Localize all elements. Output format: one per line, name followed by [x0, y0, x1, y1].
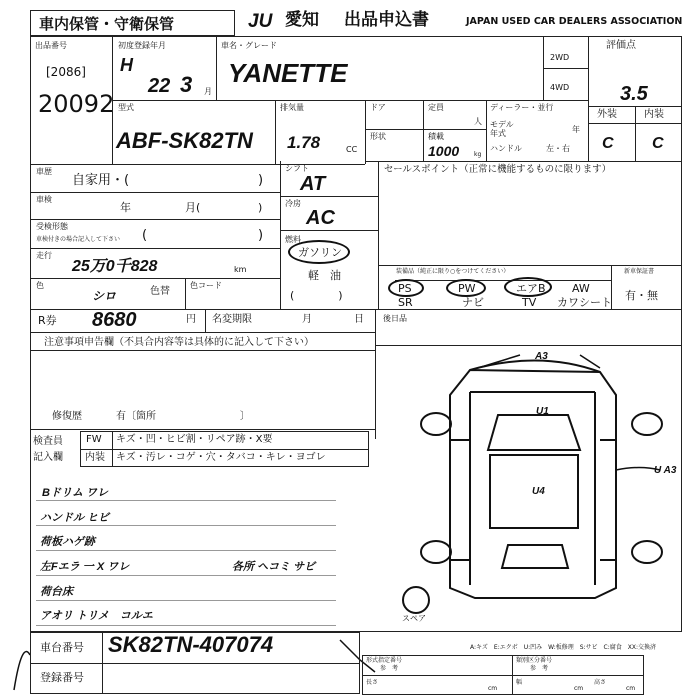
repair-value: 有〔箇所	[116, 411, 156, 422]
inspection-month: 月(	[185, 201, 201, 214]
load-capacity: 1000	[428, 143, 460, 159]
color-change-label: 色替	[150, 286, 170, 297]
fuel-label: 燃料	[285, 235, 301, 244]
equip-sr: SR	[398, 296, 413, 309]
note-line-5: 荷台床	[40, 586, 73, 598]
year-unit: 年	[572, 125, 580, 134]
inspector-entry-label: 記入欄	[33, 452, 63, 463]
damage-legend: A:キズ E:エクボ U:凹み W:板修理 S:サビ C:腐食 XX:交換済	[470, 644, 657, 651]
history-label: 車歴	[36, 167, 52, 176]
length-label: 長さ	[366, 679, 379, 686]
car-name: YANETTE	[228, 58, 348, 88]
reg-year: 22	[148, 75, 171, 97]
mark-u4: U4	[532, 486, 545, 497]
name-change-label: 名変期限	[212, 314, 252, 325]
cc-unit: CC	[346, 145, 358, 154]
car-name-label: 車名・グレード	[221, 41, 277, 50]
ju-logo: JU	[248, 11, 273, 32]
form-spec-ref: 参 考	[380, 665, 399, 672]
note-line-3: 荷板ハゲ跡	[40, 536, 95, 548]
note-line-6: アオリ トリメ コルエ	[40, 610, 153, 622]
warranty-label: 新車保証書	[624, 268, 655, 275]
post-date-label: 後日品	[383, 314, 407, 323]
equip-navi: ナビ	[462, 296, 484, 309]
dealer-label: ディーラー・並行	[490, 103, 554, 112]
lot-label: 出品番号	[35, 41, 67, 50]
kg-unit: kg	[474, 151, 482, 158]
width-label: 幅	[516, 679, 523, 686]
color-code-label: 色コード	[190, 281, 222, 290]
door-label: ドア	[370, 103, 386, 112]
inspection-label: 車検	[36, 195, 52, 204]
height-label: 高さ	[594, 679, 607, 686]
equip-aw: AW	[572, 282, 590, 295]
model-year-label: モデル 年式	[490, 120, 514, 139]
class-ref: 参 考	[530, 665, 549, 672]
acceptance-note: 車検付きの場合記入して下さい	[36, 236, 121, 243]
aircon-label: 冷房	[285, 199, 301, 208]
org-name: 愛知	[285, 10, 319, 30]
sales-point-label: セールスポイント（正常に機能するものに限ります）	[384, 164, 612, 175]
repair-label: 修復歴	[52, 411, 82, 422]
yen-unit: 円	[186, 314, 196, 325]
lot-number: 20092	[38, 90, 115, 118]
spare-label: スペア	[402, 614, 426, 623]
height-cm: cm	[626, 685, 636, 692]
reg-era: H	[120, 55, 133, 75]
note-line-2: ハンドル ヒビ	[40, 512, 110, 524]
four-wd: 4WD	[550, 83, 570, 92]
association-name: JAPAN USED CAR DEALERS ASSOCIATION	[466, 16, 683, 27]
model-label: 型式	[118, 103, 134, 112]
color-label: 色	[36, 281, 44, 290]
equip-tv: TV	[522, 296, 537, 309]
length-cm: cm	[488, 685, 498, 692]
inspection-close: )	[258, 201, 263, 214]
inspector-label: 検査員	[33, 436, 63, 447]
capacity-label: 定員	[428, 103, 444, 112]
equip-pw: PW	[458, 282, 476, 295]
note-line-4: 左Fエラ 一 X ワレ	[40, 561, 130, 573]
side-note: 各所 ヘコミ サビ	[232, 561, 316, 573]
form-spec-label: 形式指定番号	[366, 657, 403, 664]
mark-u1: U1	[536, 406, 549, 417]
first-reg-label: 初度登録年月	[118, 41, 166, 50]
exterior-label: 外装	[597, 109, 617, 120]
two-wd: 2WD	[550, 53, 570, 62]
capacity-unit: 人	[474, 117, 482, 126]
fuel-other: ( )	[290, 289, 343, 302]
equip-ps: PS	[398, 282, 412, 295]
mark-ua3: U A3	[654, 465, 677, 476]
mileage-value: 25万0千828	[72, 258, 158, 275]
interior-grade: C	[652, 135, 664, 152]
shift-value: AT	[300, 173, 326, 195]
mileage-label: 走行	[36, 251, 52, 260]
inspector-interior-label: 内装	[85, 452, 105, 463]
displacement: 1.78	[287, 133, 321, 152]
handle-label: ハンドル	[490, 144, 522, 153]
repair-close: 〕	[240, 411, 250, 422]
registration-number-label: 登録番号	[40, 671, 84, 684]
displacement-label: 排気量	[280, 103, 304, 112]
load-label: 積載	[428, 132, 444, 141]
equip-car-seat: カワシート	[557, 296, 612, 309]
name-change-day: 日	[354, 314, 364, 325]
notes-label: 注意事項申告欄（不具合内容等は具体的に記入して下さい）	[44, 337, 314, 348]
rating-label: 評価点	[606, 40, 636, 51]
chassis-number: SK82TN-407074	[108, 632, 274, 657]
shape-label: 形状	[370, 132, 386, 141]
interior-label: 内装	[644, 109, 664, 120]
name-change-month: 月	[302, 314, 312, 325]
model-code: ABF-SK82TN	[116, 128, 253, 153]
color-value: シロ	[92, 289, 117, 303]
chassis-label: 車台番号	[40, 641, 84, 654]
handle-options: 左・右	[546, 144, 570, 153]
inspector-interior-row: キズ・汚レ・コゲ・穴・タバコ・キレ・ヨゴレ	[116, 452, 326, 463]
rating-score: 3.5	[620, 83, 648, 105]
reg-month-unit: 月	[204, 87, 212, 96]
acceptance-label: 受検形態	[36, 222, 68, 231]
width-cm: cm	[574, 685, 584, 692]
history-value: 自家用・(	[72, 173, 130, 188]
mark-a3: A3	[535, 351, 548, 362]
km-unit: km	[234, 265, 247, 274]
warranty-value: 有・無	[625, 289, 658, 302]
fuel-gasoline: ガソリン	[298, 246, 342, 259]
recycle-label: R券	[38, 314, 57, 327]
lot-small-number: [2086]	[46, 65, 86, 79]
shift-label: シフト	[285, 164, 309, 173]
exterior-grade: C	[602, 135, 614, 152]
note-line-1: Bドリム ワレ	[42, 487, 108, 499]
inspector-exterior-row: キズ・凹・ヒビ割・リペア跡・X要	[116, 434, 273, 445]
class-label: 類別区分番号	[516, 657, 553, 664]
recycle-value: 8680	[92, 309, 137, 331]
form-title: 出品申込書	[344, 10, 429, 30]
aircon-value: AC	[306, 207, 335, 229]
history-close: )	[258, 173, 264, 188]
equip-airbag: エアB	[516, 282, 546, 295]
acceptance-open: (	[142, 228, 148, 243]
storage-label: 車内保管・守衛保管	[39, 15, 175, 33]
fuel-diesel: 軽 油	[308, 269, 341, 282]
acceptance-close: )	[258, 228, 264, 243]
equipment-label: 装備品（純正に限り○をつけてください）	[396, 268, 510, 275]
inspector-fw: FW	[86, 434, 102, 445]
reg-month: 3	[180, 72, 193, 97]
inspection-year: 年	[120, 201, 131, 214]
